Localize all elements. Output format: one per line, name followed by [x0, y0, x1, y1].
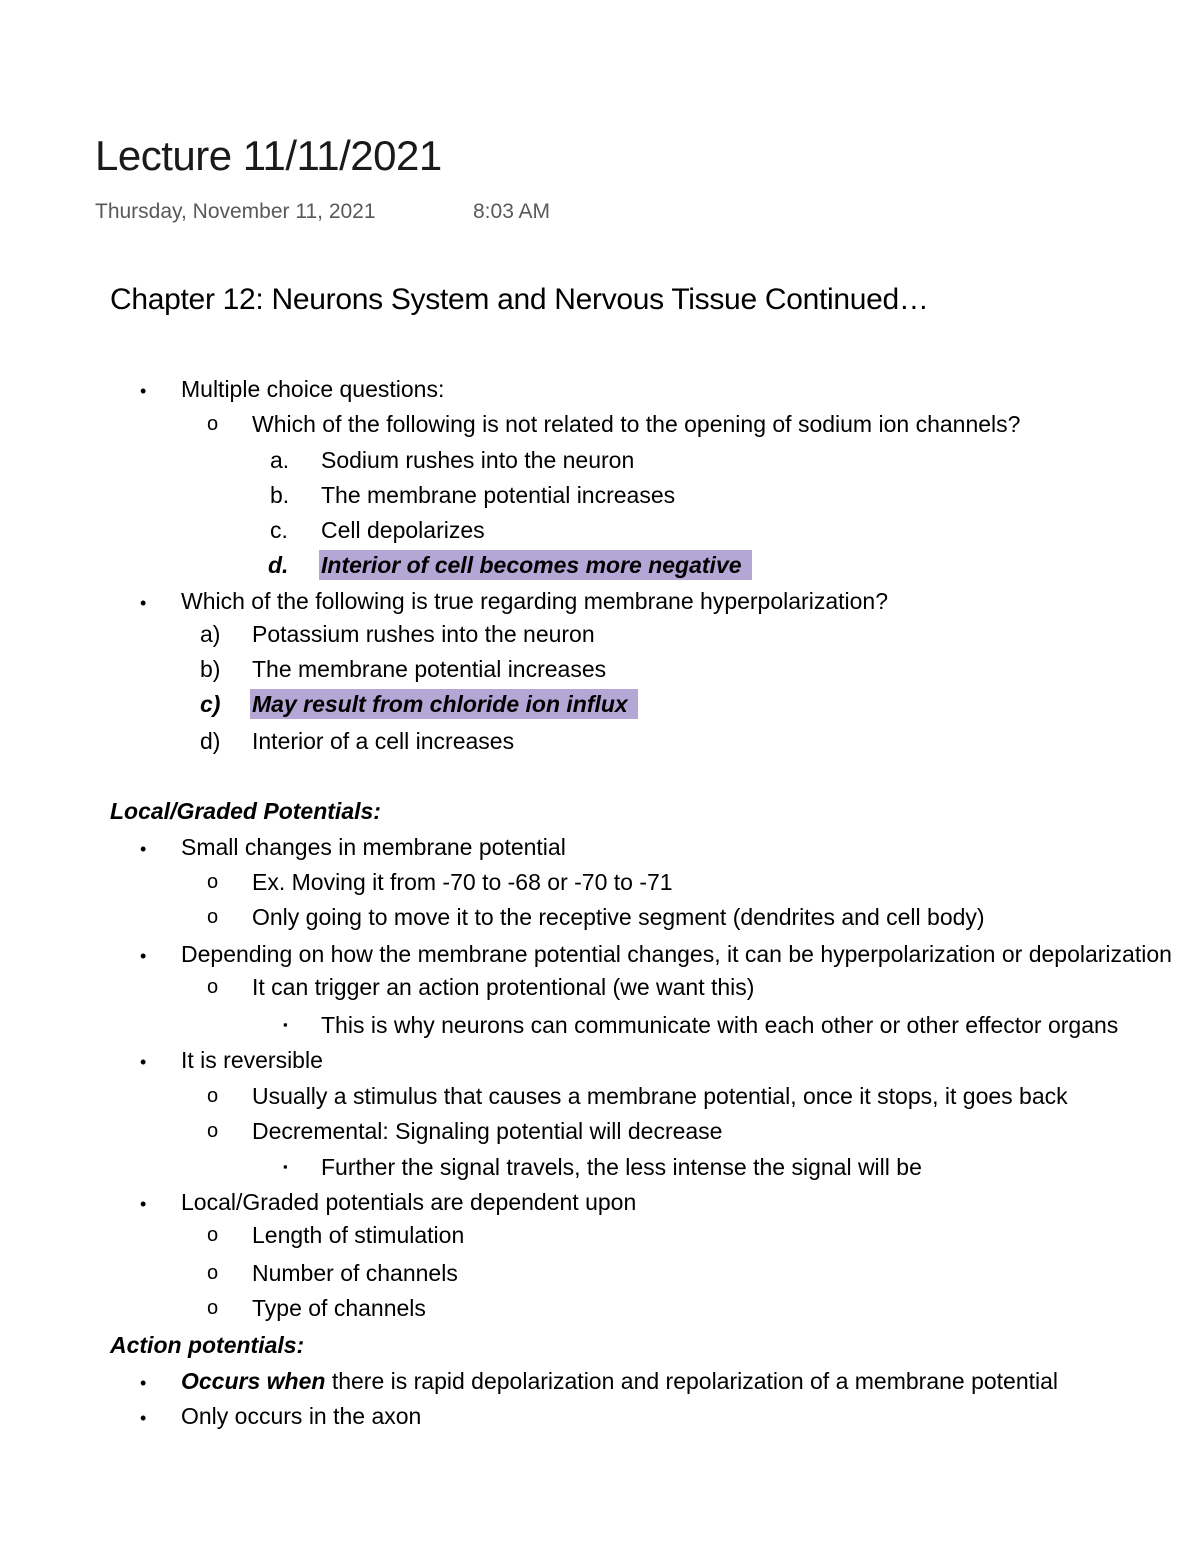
q2-question: Which of the following is true regarding membrane hyperpolarization? [181, 588, 888, 614]
chapter-title: Chapter 12: Neurons System and Nervous Tissue Continued… [110, 283, 929, 316]
list-item: It can trigger an action protentional (we want this) [252, 974, 755, 1000]
list-item: It is reversible [181, 1047, 323, 1073]
option-marker: c) [200, 691, 221, 717]
option-marker: a) [200, 621, 221, 647]
list-item: Length of stimulation [252, 1222, 465, 1248]
mcq-heading: Multiple choice questions: [181, 376, 445, 402]
list-item: Number of channels [252, 1260, 458, 1286]
q1-option-c: Cell depolarizes [321, 517, 485, 543]
q2-option-d: Interior of a cell increases [252, 728, 515, 754]
circle-marker: o [207, 1262, 219, 1284]
circle-marker: o [207, 871, 219, 893]
circle-marker: o [207, 1224, 219, 1246]
option-marker: b. [270, 482, 290, 508]
list-item: Local/Graded potentials are dependent upon [181, 1189, 637, 1215]
page-title: Lecture 11/11/2021 [95, 132, 442, 179]
option-marker: b) [200, 656, 221, 682]
list-item: Only going to move it to the receptive segment (dendrites and cell body) [252, 904, 985, 930]
option-marker: d. [268, 552, 289, 578]
list-item: Usually a stimulus that causes a membrane potential, once it stops, it goes back [252, 1083, 1068, 1109]
note-time: 8:03 AM [473, 200, 551, 223]
bullet-marker: • [140, 1194, 147, 1214]
list-item: Ex. Moving it from -70 to -68 or -70 to -71 [252, 869, 673, 895]
bullet-marker: • [140, 1373, 147, 1393]
list-item-text: there is rapid depolarization and repolarization of a membrane potential [325, 1368, 1059, 1394]
q1-option-a: Sodium rushes into the neuron [321, 447, 635, 473]
circle-marker: o [207, 1297, 219, 1319]
q1-option-b: The membrane potential increases [321, 482, 676, 508]
square-marker: ▪ [283, 1017, 288, 1032]
option-marker: a. [270, 447, 290, 473]
circle-marker: o [207, 976, 219, 998]
bullet-marker: • [140, 593, 147, 613]
circle-marker: o [207, 906, 219, 928]
option-marker: d) [200, 728, 221, 754]
list-item: Type of channels [252, 1295, 426, 1321]
bullet-marker: • [140, 946, 147, 966]
bullet-marker: • [140, 381, 147, 401]
bullet-marker: • [140, 1408, 147, 1428]
q1-option-d-answer: Interior of cell becomes more negative [319, 550, 752, 580]
section-heading-action-potentials: Action potentials: [110, 1332, 305, 1358]
list-item: Decremental: Signaling potential will decrease [252, 1118, 723, 1144]
circle-marker: o [207, 1120, 219, 1142]
list-item: This is why neurons can communicate with each other or other effector organs [321, 1012, 1119, 1038]
list-item: Small changes in membrane potential [181, 834, 566, 860]
list-item: Depending on how the membrane potential changes, it can be hyperpolarization or depolarization [181, 941, 1172, 967]
emphasis-text: Occurs when [181, 1368, 326, 1394]
note-date: Thursday, November 11, 2021 [95, 200, 376, 223]
q2-option-a: Potassium rushes into the neuron [252, 621, 595, 647]
q2-option-b: The membrane potential increases [252, 656, 607, 682]
list-item: Further the signal travels, the less intense the signal will be [321, 1154, 922, 1180]
circle-marker: o [207, 1085, 219, 1107]
option-marker: c. [270, 517, 288, 543]
list-item [181, 1366, 1058, 1396]
bullet-marker: • [140, 1052, 147, 1072]
section-heading-local-graded: Local/Graded Potentials: [110, 798, 381, 824]
square-marker: ▪ [283, 1159, 288, 1174]
bullet-marker: • [140, 839, 147, 859]
list-item: Only occurs in the axon [181, 1403, 422, 1429]
q2-option-c-answer: May result from chloride ion influx [250, 689, 638, 719]
q1-question: Which of the following is not related to the opening of sodium ion channels? [252, 411, 1021, 437]
circle-marker: o [207, 413, 219, 435]
